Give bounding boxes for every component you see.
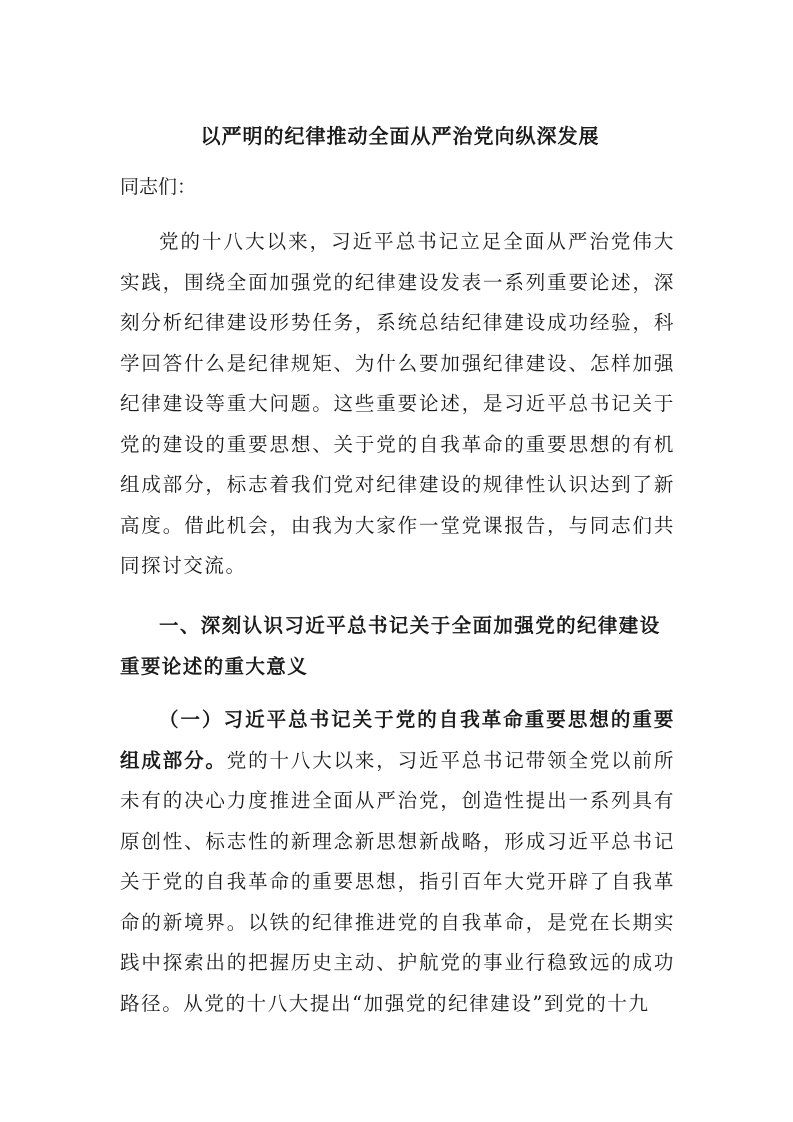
document-title: 以严明的纪律推动全面从严治党向纵深发展	[200, 124, 600, 148]
subsection-paragraph-1	[120, 700, 675, 1024]
intro-paragraph: 党的十八大以来，习近平总书记立足全面从严治党伟大实践，围绕全面加强党的纪律建设发表一系列重要论述，深刻分析纪律建设形势任务，系统总结纪律建设成功经验，科学回答什么是纪律规矩、为什么要加强纪律建设、怎样加强纪律建设等重大问题。这些重要论述，是习近平总书记关于党的建设的重要思想、关于党的自我革命的重要思想的有机组成部分，标志着我们党对纪律建设的规律性认识达到了新高度。借此机会，由我为大家作一堂党课报告，与同志们共同探讨交流。	[120, 230, 675, 577]
salutation: 同志们：	[120, 176, 197, 198]
section-heading-1: 一、深刻认识习近平总书记关于全面加强党的纪律建设重要论述的重大意义	[120, 614, 661, 678]
subsection-lead: （一）习近平总书记关于党的自我革命重要思想的重要组成部分。	[120, 708, 675, 772]
subsection-body: 党的十八大以来，习近平总书记带领全党以前所未有的决心力度推进全面从严治党，创造性提出一系列具有原创性、标志性的新理念新思想新战略，形成习近平总书记关于党的自我革命的重要思想，指引百年大党开辟了自我革命的新境界。以铁的纪律推进党的自我革命，是党在长期实践中探索出的把握历史主动、护航党的事业行稳致远的成功路径。从党的十八大提出“加强党的纪律建设”到党的十九	[120, 748, 675, 1015]
